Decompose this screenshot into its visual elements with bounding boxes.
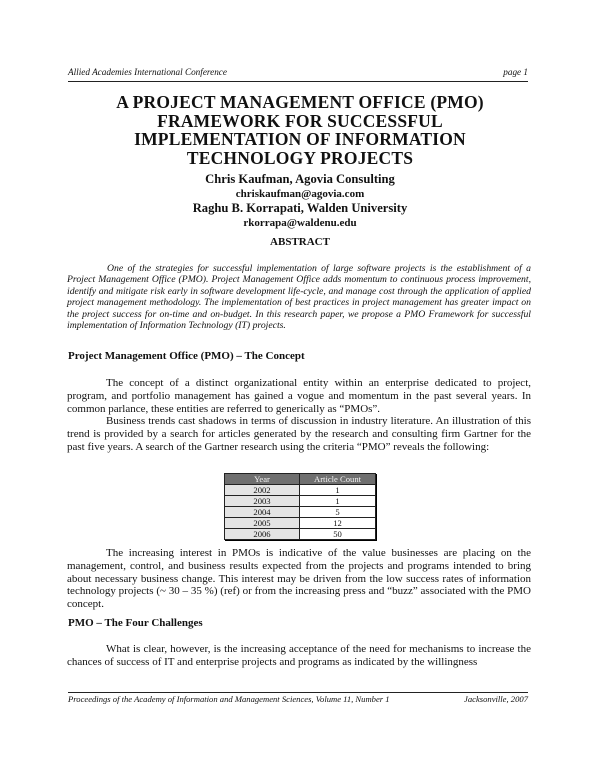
title-line: FRAMEWORK FOR SUCCESSFUL bbox=[157, 110, 443, 131]
section-heading-challenges: PMO – The Four Challenges bbox=[68, 617, 203, 629]
cell-count: 1 bbox=[300, 485, 376, 496]
cell-count: 50 bbox=[300, 529, 376, 540]
column-header-article-count: Article Count bbox=[300, 474, 376, 485]
header-conference: Allied Academies International Conference bbox=[68, 67, 227, 77]
table-row bbox=[225, 485, 376, 496]
column-header-year: Year bbox=[225, 474, 300, 485]
paragraph: The concept of a distinct organizational entity within an enterprise dedicated to project, program, and portfolio management has gained a vogue and momentum in the past several years. In common parlance, these entities are referred to generically as “PMOs”. bbox=[67, 377, 531, 415]
author-block bbox=[60, 172, 540, 230]
paper-title bbox=[60, 93, 540, 167]
paragraph: The increasing interest in PMOs is indicative of the value businesses are placing on the management, control, and business results expected from the projects and programs intended to bring about necessary business change. This interest may be driven from the low success rates of information technology projects (~ 30 – 35 %) (ref) or from the increasing press and “buzz” associated with the PMO concept. bbox=[67, 547, 531, 611]
footer-location-year: Jacksonville, 2007 bbox=[464, 694, 528, 704]
author-1-email: chriskaufman@agovia.com bbox=[235, 188, 365, 200]
author-1-name: Chris Kaufman, Agovia Consulting bbox=[205, 172, 395, 186]
paragraph: What is clear, however, is the increasing acceptance of the need for mechanisms to increase the chances of success of IT and enterprise projects and programs as indicated by the willingness bbox=[67, 643, 531, 668]
table-row bbox=[225, 518, 376, 529]
paragraph: Business trends cast shadows in terms of discussion in industry literature. An illustration of this trend is provided by a search for articles generated by the research and consulting firm Gartner for the past five years. A search of the Gartner research using the criteria “PMO” reveals the following: bbox=[67, 415, 531, 453]
author-2-email: rkorrapa@waldenu.edu bbox=[243, 217, 357, 229]
article-count-table bbox=[224, 473, 376, 540]
cell-year: 2005 bbox=[225, 518, 300, 529]
title-line: A PROJECT MANAGEMENT OFFICE (PMO) bbox=[116, 92, 484, 112]
cell-year: 2003 bbox=[225, 496, 300, 507]
abstract-text: One of the strategies for successful implementation of large software projects is the establishment of a Project Management Office (PMO). Project Management Office adds momentum to continuous process improvement, identify and mitigate risk early in software development life-cycle, and manage cost through the application of applied project management methodology. The implementation of best practices in project management has greater impact on the project success for on-time and on-budget. In this research paper, we propose a PMO Framework for successful implementation of Information Technology (IT) projects. bbox=[67, 263, 531, 332]
section-heading-concept: Project Management Office (PMO) – The Concept bbox=[68, 350, 305, 362]
cell-count: 12 bbox=[300, 518, 376, 529]
cell-count: 1 bbox=[300, 496, 376, 507]
cell-year: 2004 bbox=[225, 507, 300, 518]
title-line: TECHNOLOGY PROJECTS bbox=[186, 147, 414, 168]
title-line: IMPLEMENTATION OF INFORMATION bbox=[134, 129, 466, 149]
running-header bbox=[68, 67, 528, 82]
table-row bbox=[225, 507, 376, 518]
cell-count: 5 bbox=[300, 507, 376, 518]
cell-year: 2006 bbox=[225, 529, 300, 540]
table-row bbox=[225, 496, 376, 507]
running-footer bbox=[68, 692, 528, 704]
author-2-name: Raghu B. Korrapati, Walden University bbox=[192, 201, 408, 215]
header-page-number: page 1 bbox=[503, 67, 528, 77]
footer-proceedings: Proceedings of the Academy of Information and Management Sciences, Volume 11, Number 1 bbox=[68, 694, 390, 704]
table-row bbox=[225, 529, 376, 540]
abstract-heading: ABSTRACT bbox=[270, 236, 330, 248]
table-header-row bbox=[225, 474, 376, 485]
cell-year: 2002 bbox=[225, 485, 300, 496]
